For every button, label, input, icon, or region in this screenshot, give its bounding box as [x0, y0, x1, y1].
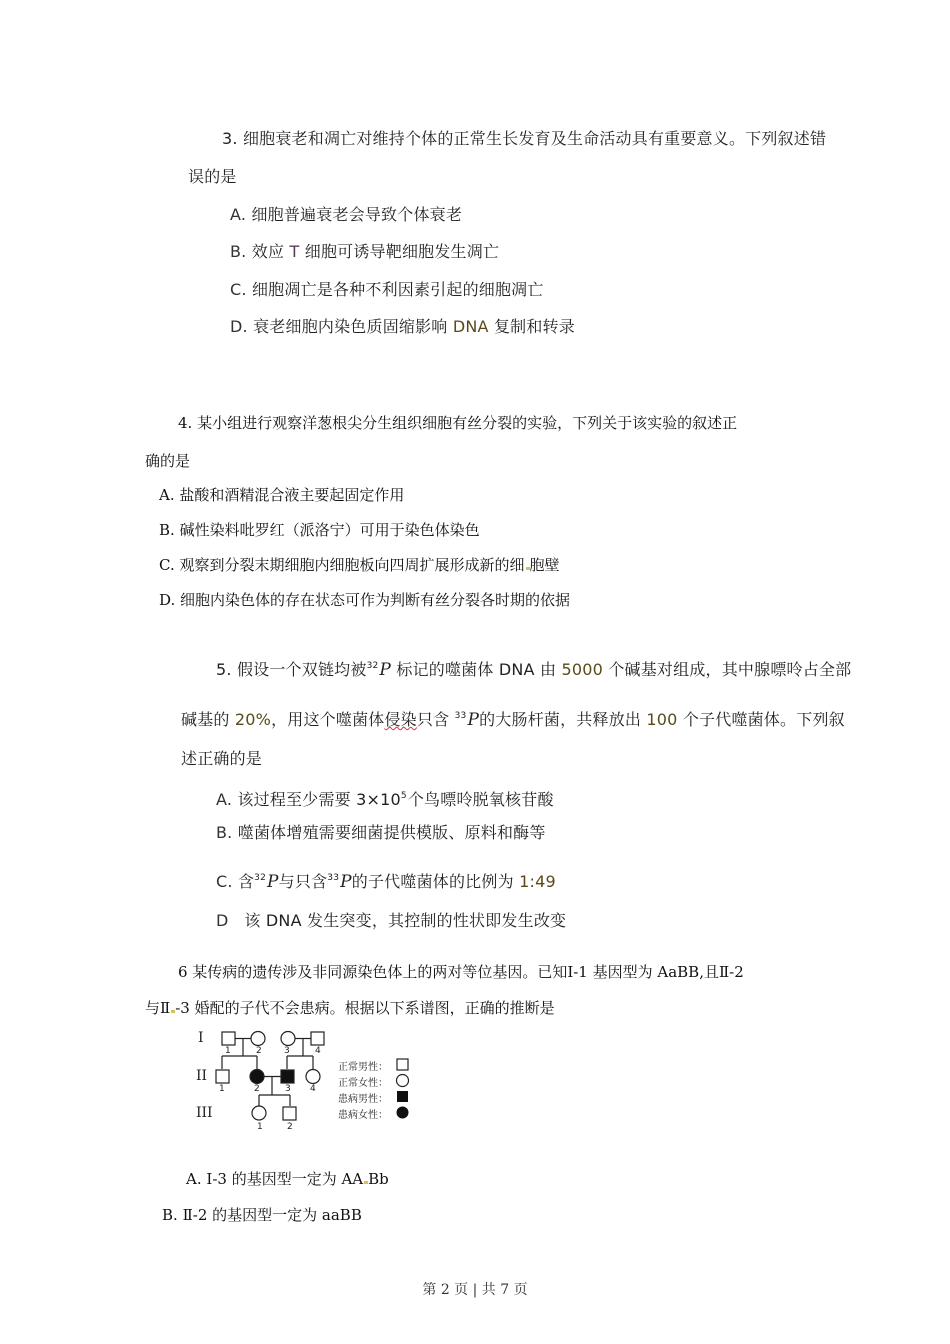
number-5000: 5000 — [561, 660, 604, 679]
generation-label-ii: II — [196, 1068, 208, 1084]
option-label: D. — [230, 317, 248, 336]
gen2-male-1 — [216, 1070, 229, 1083]
q4-option-d — [159, 590, 570, 610]
stem-text: 只含 — [416, 710, 450, 729]
legend-normal-male: 正常男性： — [338, 1062, 388, 1073]
phosphorus-symbol: P — [467, 710, 480, 730]
option-label: B. — [230, 242, 247, 261]
option-label: B. — [159, 521, 175, 539]
q4-option-b — [159, 520, 480, 540]
option-label: B. — [162, 1206, 178, 1224]
open-square-icon — [397, 1059, 408, 1070]
isotope-33: 33 — [327, 873, 340, 883]
option-text: 细胞凋亡是各种不利因素引起的细胞凋亡 — [251, 280, 544, 299]
individual-number: 4 — [315, 1046, 321, 1056]
individual-number: 2 — [254, 1084, 260, 1094]
gen1-male-4 — [311, 1032, 324, 1045]
option-label: C. — [159, 556, 175, 574]
option-label: A. — [159, 486, 175, 504]
option-text: 盐酸和酒精混合液主要起固定作用 — [179, 486, 405, 504]
stem-text: 与Ⅱ — [145, 999, 171, 1017]
option-text: 效应 — [251, 242, 285, 261]
option-value: 3×10 — [356, 790, 401, 809]
legend-affected-male: 患病男性： — [338, 1094, 388, 1105]
dna-text: DNA — [498, 660, 535, 679]
q5-option-b — [216, 823, 546, 843]
q5-stem-line2 — [181, 706, 845, 730]
stem-text: -3 婚配的子代不会患病。根据以下系谱图，正确的推断是 — [175, 999, 555, 1017]
option-text: 衰老细胞内染色质固缩影响 — [253, 317, 448, 336]
stem-text: ，用这个噬菌体 — [271, 710, 385, 729]
dna-text: DNA — [265, 911, 302, 930]
stem-text: 的大肠杆菌，共释放出 — [479, 710, 642, 729]
gen2-female-4 — [306, 1070, 320, 1084]
q5-option-d — [216, 911, 566, 931]
pedigree-chart — [190, 1028, 440, 1140]
option-text: Ⅱ-2 的基因型一定为 aaBB — [182, 1206, 362, 1224]
stem-text: 5. 假设一个双链均被 — [216, 660, 367, 679]
individual-number: 1 — [219, 1084, 225, 1094]
legend-symbols — [395, 1057, 411, 1121]
q4-option-a — [159, 485, 404, 505]
individual-number: 3 — [285, 1084, 291, 1094]
option-text: 复制和转录 — [493, 317, 575, 336]
stem-text: 标记的噬菌体 — [396, 660, 494, 679]
q5-option-c — [216, 868, 556, 892]
option-text: Ⅰ-3 的基因型一定为 AA — [206, 1170, 364, 1188]
option-text: 与只含 — [278, 872, 328, 891]
individual-number: 1 — [225, 1046, 231, 1056]
option-label: C. — [230, 280, 247, 299]
legend-normal-female: 正常女性： — [338, 1078, 388, 1089]
option-label: D — [216, 911, 229, 930]
isotope-33: 33 — [454, 711, 467, 721]
phosphorus-symbol: P — [267, 872, 279, 892]
isotope-32: 32 — [366, 661, 379, 671]
spellcheck-underlined-text: 侵染 — [384, 710, 417, 729]
gen2-female-2-affected — [250, 1070, 264, 1084]
q5-stem-line3: 述正确的是 — [181, 749, 263, 768]
q3-option-b — [230, 242, 499, 262]
filled-circle-icon — [397, 1107, 409, 1119]
gen2-male-3-affected — [281, 1070, 294, 1083]
number-100: 100 — [646, 710, 678, 729]
option-label: A. — [186, 1170, 202, 1188]
generation-label-iii: III — [196, 1105, 213, 1121]
option-label: A. — [230, 205, 247, 224]
option-text: 噬菌体增殖需要细菌提供模版、原料和酶等 — [237, 823, 546, 842]
option-text: 细胞可诱导靶细胞发生凋亡 — [304, 242, 500, 261]
individual-number: 4 — [310, 1084, 316, 1094]
page-footer: 第 2 页 | 共 7 页 — [422, 1282, 528, 1298]
filled-square-icon — [397, 1091, 408, 1102]
percent-20: 20% — [234, 710, 272, 729]
q5-option-a — [216, 786, 554, 810]
exponent: 5 — [400, 791, 407, 801]
option-text: 细胞普遍衰老会导致个体衰老 — [251, 205, 463, 224]
phosphorus-symbol: P — [379, 660, 392, 680]
gen1-female-2 — [251, 1032, 265, 1046]
open-circle-icon — [397, 1075, 409, 1087]
isotope-32: 32 — [254, 873, 267, 883]
option-label: A. — [216, 790, 233, 809]
option-label: C. — [216, 872, 233, 891]
q4-stem-line1: 4. 某小组进行观察洋葱根尖分生组织细胞有丝分裂的实验，下列关于该实验的叙述正 — [178, 414, 738, 432]
individual-number: 3 — [284, 1046, 290, 1056]
option-text: 该 — [244, 911, 261, 930]
option-text: 观察到分裂末期细胞内细胞板向四周扩展形成新的细 — [179, 556, 525, 574]
gen1-female-3 — [281, 1032, 295, 1046]
option-label: D. — [159, 591, 176, 609]
q3-option-d — [230, 317, 575, 337]
option-text: 个鸟嘌呤脱氧核苷酸 — [407, 790, 554, 809]
phosphorus-symbol: P — [340, 872, 352, 892]
generation-label-i: I — [198, 1030, 204, 1046]
q3-option-c — [230, 280, 544, 300]
individual-number: 2 — [256, 1046, 262, 1056]
option-text: 细胞内染色体的存在状态可作为判断有丝分裂各时期的依据 — [180, 591, 571, 609]
option-text: 含 — [237, 872, 255, 891]
stem-text: 由 — [540, 660, 557, 679]
option-text: 的子代噬菌体的比例为 — [351, 872, 514, 891]
q5-stem-line1 — [216, 656, 851, 680]
gen3-female-1 — [252, 1106, 266, 1120]
gen1-male-1 — [222, 1032, 235, 1045]
stem-text: 个碱基对组成，其中腺嘌呤占全部 — [608, 660, 852, 679]
q3-option-a — [230, 205, 462, 225]
stem-text: 碱基的 — [181, 710, 230, 729]
option-text: 碱性染料吡罗红（派洛宁）可用于染色体染色 — [179, 521, 480, 539]
option-label: B. — [216, 823, 233, 842]
option-text: 胞壁 — [529, 556, 560, 574]
gen3-male-2 — [283, 1107, 296, 1120]
q4-option-c — [159, 555, 560, 575]
q3-stem-line2: 误的是 — [188, 167, 237, 186]
stem-text: 个子代噬菌体。下列叙 — [682, 710, 845, 729]
option-text-t: T — [289, 242, 300, 261]
option-text: Bb — [368, 1170, 389, 1188]
q6-option-b — [162, 1205, 362, 1225]
option-text: 该过程至少需要 — [237, 790, 351, 809]
ratio-value: 1:49 — [519, 872, 556, 891]
option-text: 发生突变，其控制的性状即发生改变 — [307, 911, 567, 930]
legend-affected-female: 患病女性： — [338, 1110, 388, 1121]
q6-option-a — [186, 1169, 389, 1189]
q3-stem-line1 — [222, 129, 826, 149]
q3-stem-text: 3. 细胞衰老和凋亡对维持个体的正常生长发育及生命活动具有重要意义。下列叙述错 — [222, 129, 827, 148]
option-text-dna: DNA — [452, 317, 489, 336]
individual-number: 2 — [287, 1122, 293, 1132]
individual-number: 1 — [257, 1122, 263, 1132]
q6-stem-line1: 6 某传病的遗传涉及非同源染色体上的两对等位基因。已知Ⅰ-1 基因型为 AaBB,且Ⅱ-2 — [178, 963, 744, 981]
q4-stem-line2: 确的是 — [145, 452, 191, 470]
q6-stem-line2 — [145, 998, 555, 1018]
